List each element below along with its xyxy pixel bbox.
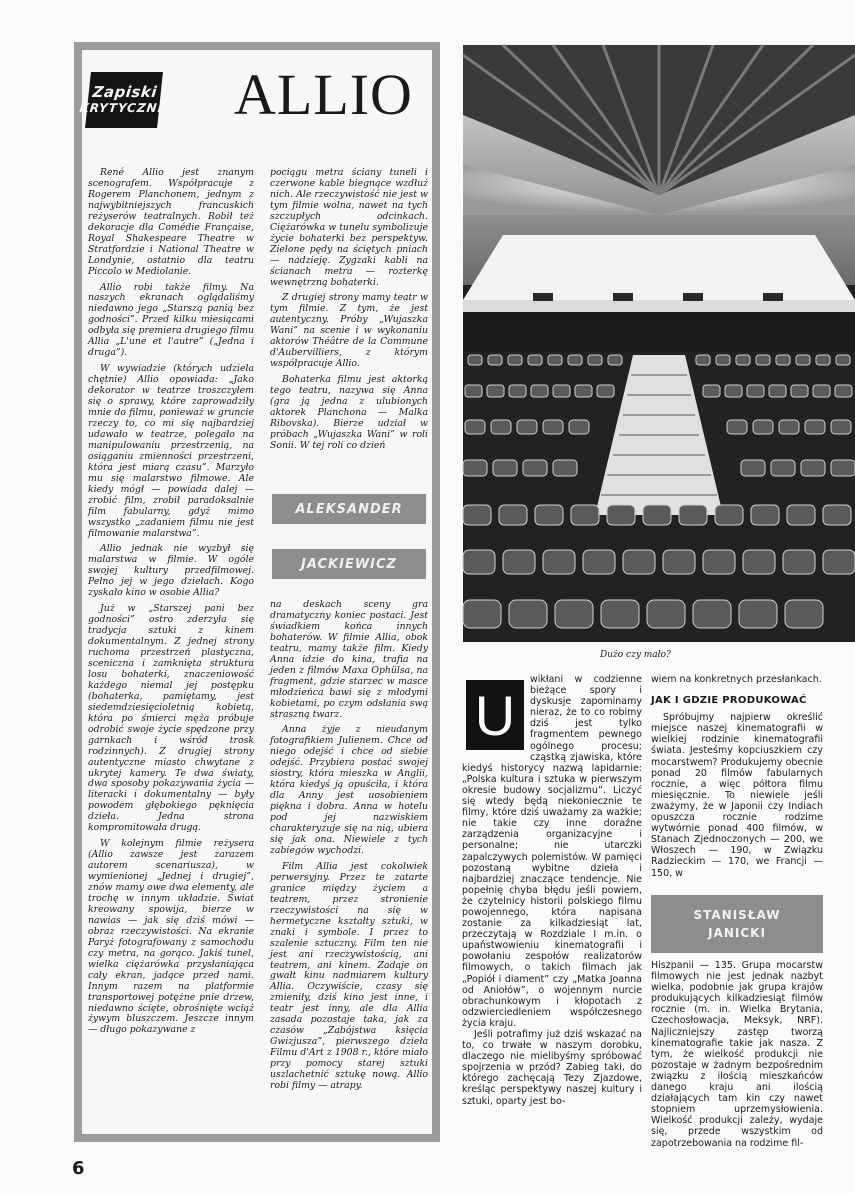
paragraph: na deskach sceny gra dramatyczny koniec postaci. Jest świadkiem końca innych bohaterów. W filmie Allia, obok teatru, mamy także film. Kiedy Anna idzie do kina, trafia na jeden z filmów Maxa Ophülsa, na fragment, gdzie starzec w masce młodzieńca bawi się z młodymi kobietami, po czym odsłania swą straszną twarz. — [270, 599, 428, 720]
paragraph: W wywiadzie (których udziela chętnie) Allio opowiada: „Jako dekorator w teatrze troszczyłem się o sprawy, które zaprowadziły mnie do filmu, ponieważ w gruncie rzeczy to, co mi się najbardziej udawało w teatrze, polegało na manipulowaniu przestrzenią, na osiąganiu zmienności przestrzeni, która jest miarą czasu”. Marzyło mu się malarstwo filmowe. Ale kiedy mógł — powiada dalej — zrobić film, zrobił paradoksalnie film fabularny, gdyż mimo wszystko „zadaniem filmu nie jest filmowanie malarstwa”. — [88, 363, 254, 539]
drop-cap: U — [466, 680, 524, 750]
section-logo-line1: Zapiski — [91, 83, 159, 101]
dropcap-spacer — [462, 674, 530, 754]
author-last-name: JANICKI — [708, 926, 766, 940]
author-last-name: JACKIEWICZ — [301, 556, 397, 572]
paragraph: Anna żyje z nieudanym fotografikiem Julienem. Chce od niego odejść i chce od siebie odejść. Przybiera postać swojej siostry, która mieszka w Anglii, która kiedyś ją opuściła, i która dla Anny jest uosobieniem piękna i dobra. Anna w hotelu pod jej nazwiskiem charakteryzuje się na nią, ubiera się jak ona. Niewiele z tych zabiegów wychodzi. — [270, 724, 428, 856]
paragraph: Już w „Starszej pani bez godności” ostro zderzyła się tradycja sztuki z kinem dokumentalnym. Z jednej strony ruchoma przestrzeń plastyczna, sceniczna i zamknięta struktura losu bohaterki, znaczeniowość każdego niemal jej postępku (bohaterka, pamiętamy, jest siedemdziesięcioletnią kobietą, która po śmierci męża próbuje odrobić swoje życie spędzone przy garnkach i wśród trosk rodzinnych). Z drugiej strony autentyczne miasto chwytane z ukrytej kamery. Te dwa światy, dwa sposoby pokazywania życia — literacki i dokumentalny — były powodem głębokiego pęknięcia dzieła. Jedna strona kompromitowała drugą. — [88, 603, 254, 834]
left-column-2-top — [270, 168, 428, 486]
paragraph: Jeśli potrafimy już dziś wskazać na to, co trwałe w naszym dorobku, dlaczego nie mielibyśmy spróbować spojrzenia w przód? Zabieg taki, do którego zachęcają Tezy Zjazdowe, kreśląc perspektywy naszej kultury i sztuki, oparty jest bo- — [462, 1029, 642, 1107]
author-box-right — [651, 895, 823, 953]
paragraph: Hiszpanii — 135. Grupa mocarstw filmowych nie jest jednak nazbyt wielka, podobnie jak grupa krajów produkujących kilkadziesiąt filmów rocznie (m. in. Wielka Brytania, Czechosłowacja, Meksyk, NRF). Najliczniejszy zastęp tworzą kinematografie takie jak nasza. Z tym, że wielkość produkcji nie pozostaje w żadnym bezpośrednim związku z ilością mieszkańców danego kraju ani ilością działających tam kin czy nawet stopniem uprzemysłowienia. Wielkość produkcji zależy, wydaje się, przede wszystkim od zapotrzebowania na rodzime fil- — [651, 960, 823, 1149]
paragraph: René Allio jest znanym scenografem. Współpracuje z Rogerem Planchonem, jednym z najwybitniejszych francuskich reżyserów teatralnych. Robił też dekoracje dla Comédie Française, Royal Shakespeare Theatre w Stratfordzie i National Theatre w Londynie, ostatnio dla teatru Piccolo w Mediolanie. — [88, 167, 254, 277]
author-last-name-box — [272, 549, 426, 579]
cinema-hall-illustration — [463, 45, 855, 642]
paragraph: Z drugiej strony mamy teatr w tym filmie. Z tym, że jest autentyczny. Próby „Wujaszka Wani” na scenie i w wykonaniu aktorów Théâtre de la Commune d'Aubervilliers, z którym współpracuje Allio. — [270, 292, 428, 370]
author-first-name-box — [272, 494, 426, 524]
author-first-name: ALEKSANDER — [295, 501, 403, 517]
paragraph: pociągu metra ściany tuneli i czerwone kable biegnące wzdłuż nich. Ale rzeczywistość nie jest w tym filmie wolna, nawet na tych szczupłych odcinkach. Ciężarówka w tunelu symbolizuje życie bohaterki bez perspektyw. Zielone pędy na ściętych pniach — nadzieję. Zygzaki kabli na ścianach metra — rozterkę wewnętrzną bohaterki. — [270, 167, 428, 288]
paragraph: wikłani w codzienne bieżące spory i dyskusje zapominamy nieraz, że to co robimy dziś jest tylko fragmentem pewnego ogólnego procesu; cząstką zjawiska, które kiedyś historycy nazwą lapidarnie: „Polska kultura i sztuka w pierwszym okresie budowy socjalizmu”. Liczyć się wtedy będą niekoniecznie te filmy, które dziś uważamy za ważkie; nie takie czy inne doraźne zarządzenia organizacyjne i personalne; nie utarczki zapalczywych polemistów. W pamięci pozostaną wybitne dzieła i najbardziej znaczące tendencje. Nie popełnię chyba błędu jeśli powiem, że czytelnicy historii polskiego filmu powojennego, która napisana zostanie za kilkadziesiąt lat, przeczytają w Rozdziale I m.in. o upaństwowieniu kinematografii i powołaniu zespołów realizatorów filmowych, o takich filmach jak „Popiół i diament” czy „Matka Joanna od Aniołów”, o wojennym nurcie obrachunkowym i kłopotach z odzwierciedleniem współczesnego życia kraju. — [462, 674, 642, 1029]
cinema-hall-photo — [463, 45, 855, 642]
paragraph: Film Allia jest cokolwiek perwersyjny. Przez te zatarte granice między życiem a teatrem, przez stronienie rzeczywistości na się w hermetyczne kształty sztuki, w znaki i symbole. I przez to szalenie sztuczny. Film ten nie jest ani rzeczywistością, ani teatrem, ani kinem. Zadaje on gwałt kinu nadmiarem kultury Allia. Oczywiście, czasy się zmieniły, dziś kino jest inne, i teatr jest inny, ale dla Allia zasada pozostaje taka, jak za czasów „Zabójstwa księcia Gwizjusza”, pierwszego dzieła Filmu d'Art z 1908 r., które miało przy pomocy starej sztuki uszlachetnić sztukę nową. Allio robi filmy — atrapy. — [270, 860, 428, 1091]
section-logo — [78, 72, 168, 128]
article-title: ALLIO — [234, 62, 413, 127]
right-column-1 — [462, 674, 642, 1142]
paragraph: Allio jednak nie wyzbył się malarstwa w filmie. W ogóle swojej kultury przedfilmowej. Pełno jej w jego dziełach. Kogo zyskało kino w osobie Allia? — [88, 543, 254, 599]
paragraph: Spróbujmy najpierw określić miejsce naszej kinematografii w wielkiej rodzinie kinematografii świata. Jesteśmy kopciuszkiem czy mocarstwem? Produkujemy obecnie ponad 20 filmów fabularnych rocznie, a więc półtora filmu miesięcznie. To niewiele jeśli zważymy, że w Japonii czy Indiach opuszcza rocznie rodzime wytwórnie ponad 400 filmów, w Stanach Zjednoczonych — 200, we Włoszech — 190, w Związku Radzieckim — 170, we Francji — 150, w — [651, 712, 823, 879]
left-column-2-bottom — [270, 600, 428, 1130]
photo-caption: Dużo czy mało? — [600, 650, 671, 660]
right-column-2-top — [651, 674, 823, 894]
left-column-1 — [88, 168, 254, 1128]
section-logo-line2: KRYTYCZNE — [78, 101, 168, 115]
paragraph: W kolejnym filmie reżysera (Allio zawsze jest zarazem autorem scenariusza), w wymienionej „Jednej i drugiej”, znów mamy owe dwa elementy, ale trochę w innym układzie. Świat kreowany spowija, bierze w nawias — jak się dziś mówi — obraz rzeczywistości. Na ekranie Paryż fotografowany z samochodu czy metra, na gorąco. Jakiś tunel, wielka ciężarówka przysłaniająca cały ekran, jadące przed nami. Innym razem na platformie transportowej potężne pnie drzew, niedawno ścięte, obrośnięte wciąż żywym bluszczem. Jeszcze innym — długo pokazywane z — [88, 838, 254, 1036]
paragraph: wiem na konkretnych przesłankach. — [651, 674, 822, 685]
section-subheading: JAK I GDZIE PRODUKOWAĆ — [651, 695, 807, 707]
paragraph: Bohaterka filmu jest aktorką tego teatru, nazywa się Anna (gra ją jedna z ulubionych aktorek Planchona — Malka Ribovska). Bierze udział w próbach „Wujaszka Wani” w roli Sonii. W tej roli co dzień — [270, 374, 428, 451]
author-first-name: STANISŁAW — [693, 908, 781, 922]
right-column-2-bottom — [651, 960, 823, 1149]
paragraph: Allio robi także filmy. Na naszych ekranach oglądaliśmy niedawno jego „Starszą panią bez godności”. Przed kilku miesiącami odbyła się premiera drugiego filmu Allia „L'une et l'autre” („Jedna i druga”). — [88, 281, 254, 359]
page-number: 6 — [72, 1158, 85, 1179]
